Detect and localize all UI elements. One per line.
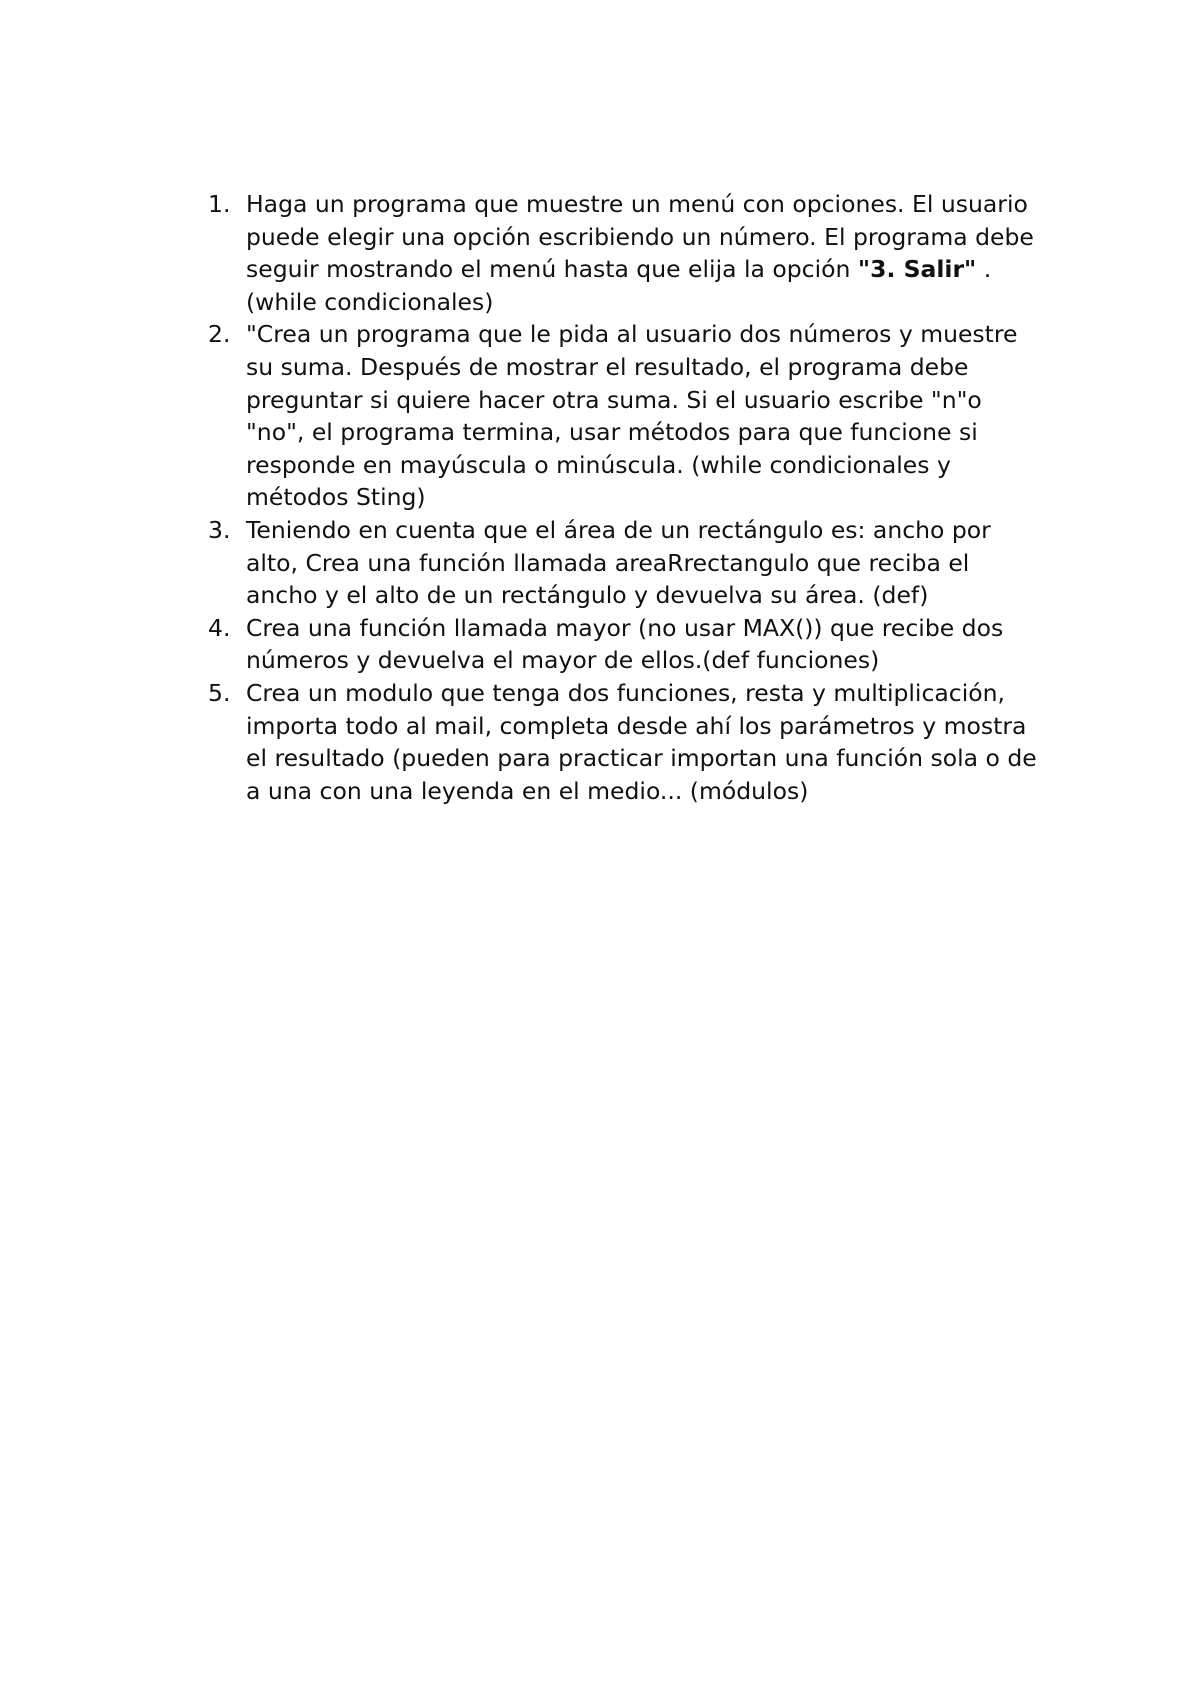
item-text-bold: "3. Salir": [857, 255, 977, 284]
item-number: 3.: [208, 515, 231, 544]
item-number: 4.: [208, 613, 231, 642]
item-number: 5.: [208, 678, 231, 707]
item-text: Teniendo en cuenta que el área de un rectángulo es: ancho por alto, Crea una función llamada areaRrectangulo que reciba el ancho y el alto de un rectángulo y devuelva su área. (def): [246, 515, 991, 610]
item-text: Crea un modulo que tenga dos funciones, resta y multiplicación, importa todo al mail, completa desde ahí los parámetros y mostra el resultado (pueden para practicar importan una función sola o de a una con una leyenda en el medio... (módulos): [246, 678, 1037, 805]
list-item-3: [196, 514, 1046, 612]
list-item-2: [196, 318, 1046, 514]
list-item-4: [196, 612, 1046, 677]
item-text: Crea una función llamada mayor (no usar MAX()) que recibe dos números y devuelva el mayor de ellos.(def funciones): [246, 613, 1004, 675]
list-item-1: [196, 188, 1046, 318]
item-text: . (while condicionales): [246, 255, 992, 316]
list-item-5: [196, 677, 1046, 807]
exercise-list: [196, 188, 1046, 807]
item-number: 1.: [208, 190, 231, 218]
item-number: 2.: [208, 320, 231, 349]
item-text: Haga un programa que muestre un menú con opciones. El usuario puede elegir una opción escribiendo un número. El programa debe seguir mostrando el menú hasta que elija la opción: [246, 190, 1034, 284]
item-text: "Crea un programa que le pida al usuario dos números y muestre su suma. Después de mostrar el resultado, el programa debe preguntar si quiere hacer otra suma. Si el usuario escribe "n"o "no", el programa termina, usar métodos para que funcione si responde en mayúscula o minúscula. (while condicionales y métodos Sting): [246, 320, 1018, 512]
